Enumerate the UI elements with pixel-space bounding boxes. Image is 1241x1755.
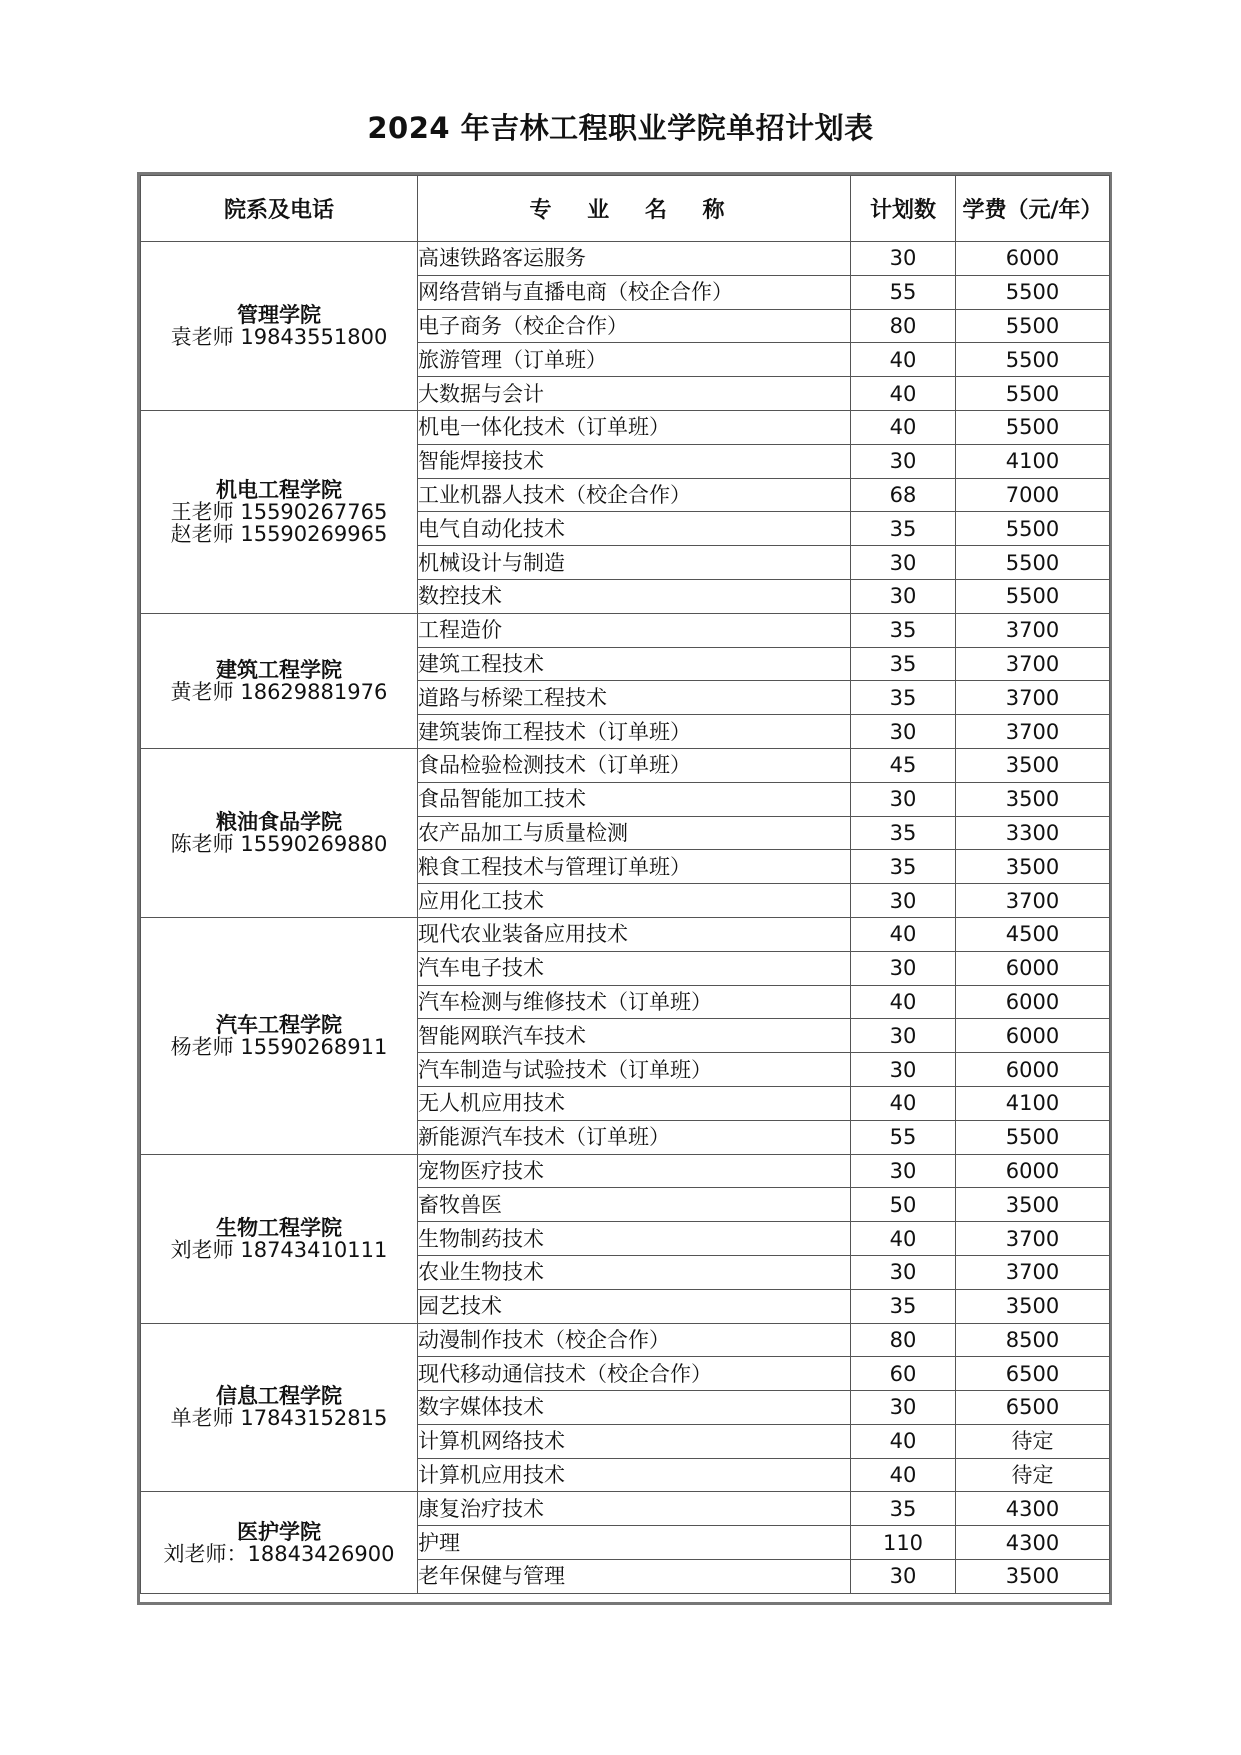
major-name: 建筑工程技术 xyxy=(418,647,851,681)
tuition-fee: 5500 xyxy=(956,546,1110,580)
plan-count: 80 xyxy=(851,1323,956,1357)
tuition-fee: 5500 xyxy=(956,275,1110,309)
department-name: 医护学院 xyxy=(237,1519,321,1544)
plan-count: 55 xyxy=(851,275,956,309)
table-body xyxy=(141,242,1110,1594)
table-row xyxy=(141,748,1110,782)
tuition-fee: 3500 xyxy=(956,1560,1110,1594)
plan-count: 30 xyxy=(851,579,956,613)
tuition-fee: 6000 xyxy=(956,1154,1110,1188)
major-name: 电气自动化技术 xyxy=(418,512,851,546)
department-cell xyxy=(141,1323,418,1492)
plan-count: 40 xyxy=(851,985,956,1019)
tuition-fee: 5500 xyxy=(956,343,1110,377)
major-name: 新能源汽车技术（订单班） xyxy=(418,1120,851,1154)
tuition-fee: 4500 xyxy=(956,917,1110,951)
plan-count: 40 xyxy=(851,410,956,444)
tuition-fee: 6000 xyxy=(956,1053,1110,1087)
table-row xyxy=(141,410,1110,444)
major-name: 机械设计与制造 xyxy=(418,546,851,580)
plan-count: 40 xyxy=(851,917,956,951)
department-cell xyxy=(141,410,418,613)
tuition-fee: 6500 xyxy=(956,1391,1110,1425)
plan-count: 30 xyxy=(851,1053,956,1087)
tuition-fee: 5500 xyxy=(956,512,1110,546)
plan-count: 30 xyxy=(851,884,956,918)
tuition-fee: 8500 xyxy=(956,1323,1110,1357)
department-name: 生物工程学院 xyxy=(216,1215,342,1240)
department-contact: 陈老师 15590269880 xyxy=(170,831,388,856)
table-row xyxy=(141,1154,1110,1188)
department-name: 机电工程学院 xyxy=(216,477,342,502)
major-name: 生物制药技术 xyxy=(418,1222,851,1256)
plan-count: 35 xyxy=(851,512,956,546)
department-name: 建筑工程学院 xyxy=(216,657,342,682)
plan-count: 35 xyxy=(851,1492,956,1526)
plan-count: 40 xyxy=(851,1458,956,1492)
tuition-fee: 5500 xyxy=(956,1120,1110,1154)
department-cell xyxy=(141,917,418,1154)
plan-count: 40 xyxy=(851,1086,956,1120)
major-name: 汽车检测与维修技术（订单班） xyxy=(418,985,851,1019)
department-contact: 王老师 15590267765 xyxy=(170,499,388,524)
tuition-fee: 3500 xyxy=(956,748,1110,782)
major-name: 道路与桥梁工程技术 xyxy=(418,681,851,715)
department-cell xyxy=(141,748,418,917)
table-row xyxy=(141,1323,1110,1357)
plan-count: 68 xyxy=(851,478,956,512)
major-name: 护理 xyxy=(418,1526,851,1560)
plan-count: 30 xyxy=(851,1560,956,1594)
table-header-row xyxy=(141,176,1110,242)
plan-count: 35 xyxy=(851,816,956,850)
major-name: 大数据与会计 xyxy=(418,377,851,411)
major-name: 现代农业装备应用技术 xyxy=(418,917,851,951)
plan-count: 30 xyxy=(851,546,956,580)
major-name: 现代移动通信技术（校企合作） xyxy=(418,1357,851,1391)
tuition-fee: 3700 xyxy=(956,647,1110,681)
header-fee: 学费（元/年） xyxy=(956,176,1110,242)
major-name: 计算机应用技术 xyxy=(418,1458,851,1492)
department-contact: 黄老师 18629881976 xyxy=(170,679,388,704)
table-row xyxy=(141,917,1110,951)
plan-count: 30 xyxy=(851,1391,956,1425)
tuition-fee: 5500 xyxy=(956,377,1110,411)
plan-count: 30 xyxy=(851,242,956,276)
department-cell xyxy=(141,1154,418,1323)
major-name: 建筑装饰工程技术（订单班） xyxy=(418,715,851,749)
major-name: 旅游管理（订单班） xyxy=(418,343,851,377)
plan-count: 30 xyxy=(851,444,956,478)
major-name: 电子商务（校企合作） xyxy=(418,309,851,343)
tuition-fee: 3700 xyxy=(956,613,1110,647)
plan-count: 35 xyxy=(851,681,956,715)
tuition-fee: 3700 xyxy=(956,1255,1110,1289)
department-name: 管理学院 xyxy=(237,302,321,327)
major-name: 食品智能加工技术 xyxy=(418,782,851,816)
major-name: 计算机网络技术 xyxy=(418,1424,851,1458)
plan-count: 40 xyxy=(851,377,956,411)
major-name: 智能焊接技术 xyxy=(418,444,851,478)
plan-count: 45 xyxy=(851,748,956,782)
tuition-fee: 3700 xyxy=(956,1222,1110,1256)
major-name: 应用化工技术 xyxy=(418,884,851,918)
tuition-fee: 6000 xyxy=(956,1019,1110,1053)
tuition-fee: 6000 xyxy=(956,951,1110,985)
plan-count: 110 xyxy=(851,1526,956,1560)
table-row xyxy=(141,242,1110,276)
page-title: 2024 年吉林工程职业学院单招计划表 xyxy=(367,111,874,145)
plan-count: 35 xyxy=(851,613,956,647)
major-name: 汽车制造与试验技术（订单班） xyxy=(418,1053,851,1087)
major-name: 食品检验检测技术（订单班） xyxy=(418,748,851,782)
tuition-fee: 3500 xyxy=(956,782,1110,816)
major-name: 智能网联汽车技术 xyxy=(418,1019,851,1053)
major-name: 无人机应用技术 xyxy=(418,1086,851,1120)
plan-count: 40 xyxy=(851,1222,956,1256)
plan-count: 55 xyxy=(851,1120,956,1154)
tuition-fee: 6500 xyxy=(956,1357,1110,1391)
plan-count: 30 xyxy=(851,1255,956,1289)
department-cell xyxy=(141,1492,418,1593)
major-name: 机电一体化技术（订单班） xyxy=(418,410,851,444)
plan-count: 80 xyxy=(851,309,956,343)
tuition-fee: 待定 xyxy=(956,1458,1110,1492)
plan-count: 30 xyxy=(851,1154,956,1188)
header-dept: 院系及电话 xyxy=(141,176,418,242)
major-name: 农产品加工与质量检测 xyxy=(418,816,851,850)
major-name: 粮食工程技术与管理订单班） xyxy=(418,850,851,884)
table-row xyxy=(141,613,1110,647)
tuition-fee: 5500 xyxy=(956,579,1110,613)
tuition-fee: 3500 xyxy=(956,1289,1110,1323)
tuition-fee: 3300 xyxy=(956,816,1110,850)
plan-count: 40 xyxy=(851,1424,956,1458)
major-name: 数字媒体技术 xyxy=(418,1391,851,1425)
major-name: 工业机器人技术（校企合作） xyxy=(418,478,851,512)
department-contact: 单老师 17843152815 xyxy=(170,1406,388,1431)
department-contact: 刘老师 18743410111 xyxy=(170,1237,388,1262)
department-cell xyxy=(141,242,418,411)
plan-count: 30 xyxy=(851,1019,956,1053)
department-contact: 刘老师：18843426900 xyxy=(163,1541,395,1566)
department-contact: 赵老师 15590269965 xyxy=(170,521,388,546)
tuition-fee: 4100 xyxy=(956,444,1110,478)
tuition-fee: 3700 xyxy=(956,715,1110,749)
plan-count: 30 xyxy=(851,951,956,985)
table-row xyxy=(141,1492,1110,1526)
header-plan: 计划数 xyxy=(851,176,956,242)
tuition-fee: 4300 xyxy=(956,1526,1110,1560)
department-name: 汽车工程学院 xyxy=(216,1012,342,1037)
major-name: 高速铁路客运服务 xyxy=(418,242,851,276)
tuition-fee: 4300 xyxy=(956,1492,1110,1526)
tuition-fee: 3700 xyxy=(956,681,1110,715)
tuition-fee: 3700 xyxy=(956,884,1110,918)
major-name: 畜牧兽医 xyxy=(418,1188,851,1222)
plan-count: 30 xyxy=(851,715,956,749)
major-name: 工程造价 xyxy=(418,613,851,647)
plan-count: 35 xyxy=(851,850,956,884)
plan-count: 40 xyxy=(851,343,956,377)
plan-count: 30 xyxy=(851,782,956,816)
major-name: 动漫制作技术（校企合作） xyxy=(418,1323,851,1357)
major-name: 宠物医疗技术 xyxy=(418,1154,851,1188)
major-name: 数控技术 xyxy=(418,579,851,613)
major-name: 园艺技术 xyxy=(418,1289,851,1323)
department-cell xyxy=(141,613,418,748)
tuition-fee: 6000 xyxy=(956,242,1110,276)
major-name: 汽车电子技术 xyxy=(418,951,851,985)
plan-count: 35 xyxy=(851,1289,956,1323)
plan-count: 50 xyxy=(851,1188,956,1222)
major-name: 网络营销与直播电商（校企合作） xyxy=(418,275,851,309)
plan-count: 35 xyxy=(851,647,956,681)
department-contact: 袁老师 19843551800 xyxy=(170,324,388,349)
tuition-fee: 3500 xyxy=(956,1188,1110,1222)
major-name: 老年保健与管理 xyxy=(418,1560,851,1594)
tuition-fee: 5500 xyxy=(956,410,1110,444)
department-name: 粮油食品学院 xyxy=(216,809,342,834)
tuition-fee: 待定 xyxy=(956,1424,1110,1458)
tuition-fee: 3500 xyxy=(956,850,1110,884)
tuition-fee: 7000 xyxy=(956,478,1110,512)
department-contact: 杨老师 15590268911 xyxy=(170,1034,388,1059)
header-major: 专 业 名 称 xyxy=(418,176,851,242)
tuition-fee: 5500 xyxy=(956,309,1110,343)
major-name: 康复治疗技术 xyxy=(418,1492,851,1526)
tuition-fee: 6000 xyxy=(956,985,1110,1019)
department-name: 信息工程学院 xyxy=(216,1384,342,1409)
tuition-fee: 4100 xyxy=(956,1086,1110,1120)
plan-count: 60 xyxy=(851,1357,956,1391)
enrollment-plan-table xyxy=(140,175,1110,1594)
major-name: 农业生物技术 xyxy=(418,1255,851,1289)
